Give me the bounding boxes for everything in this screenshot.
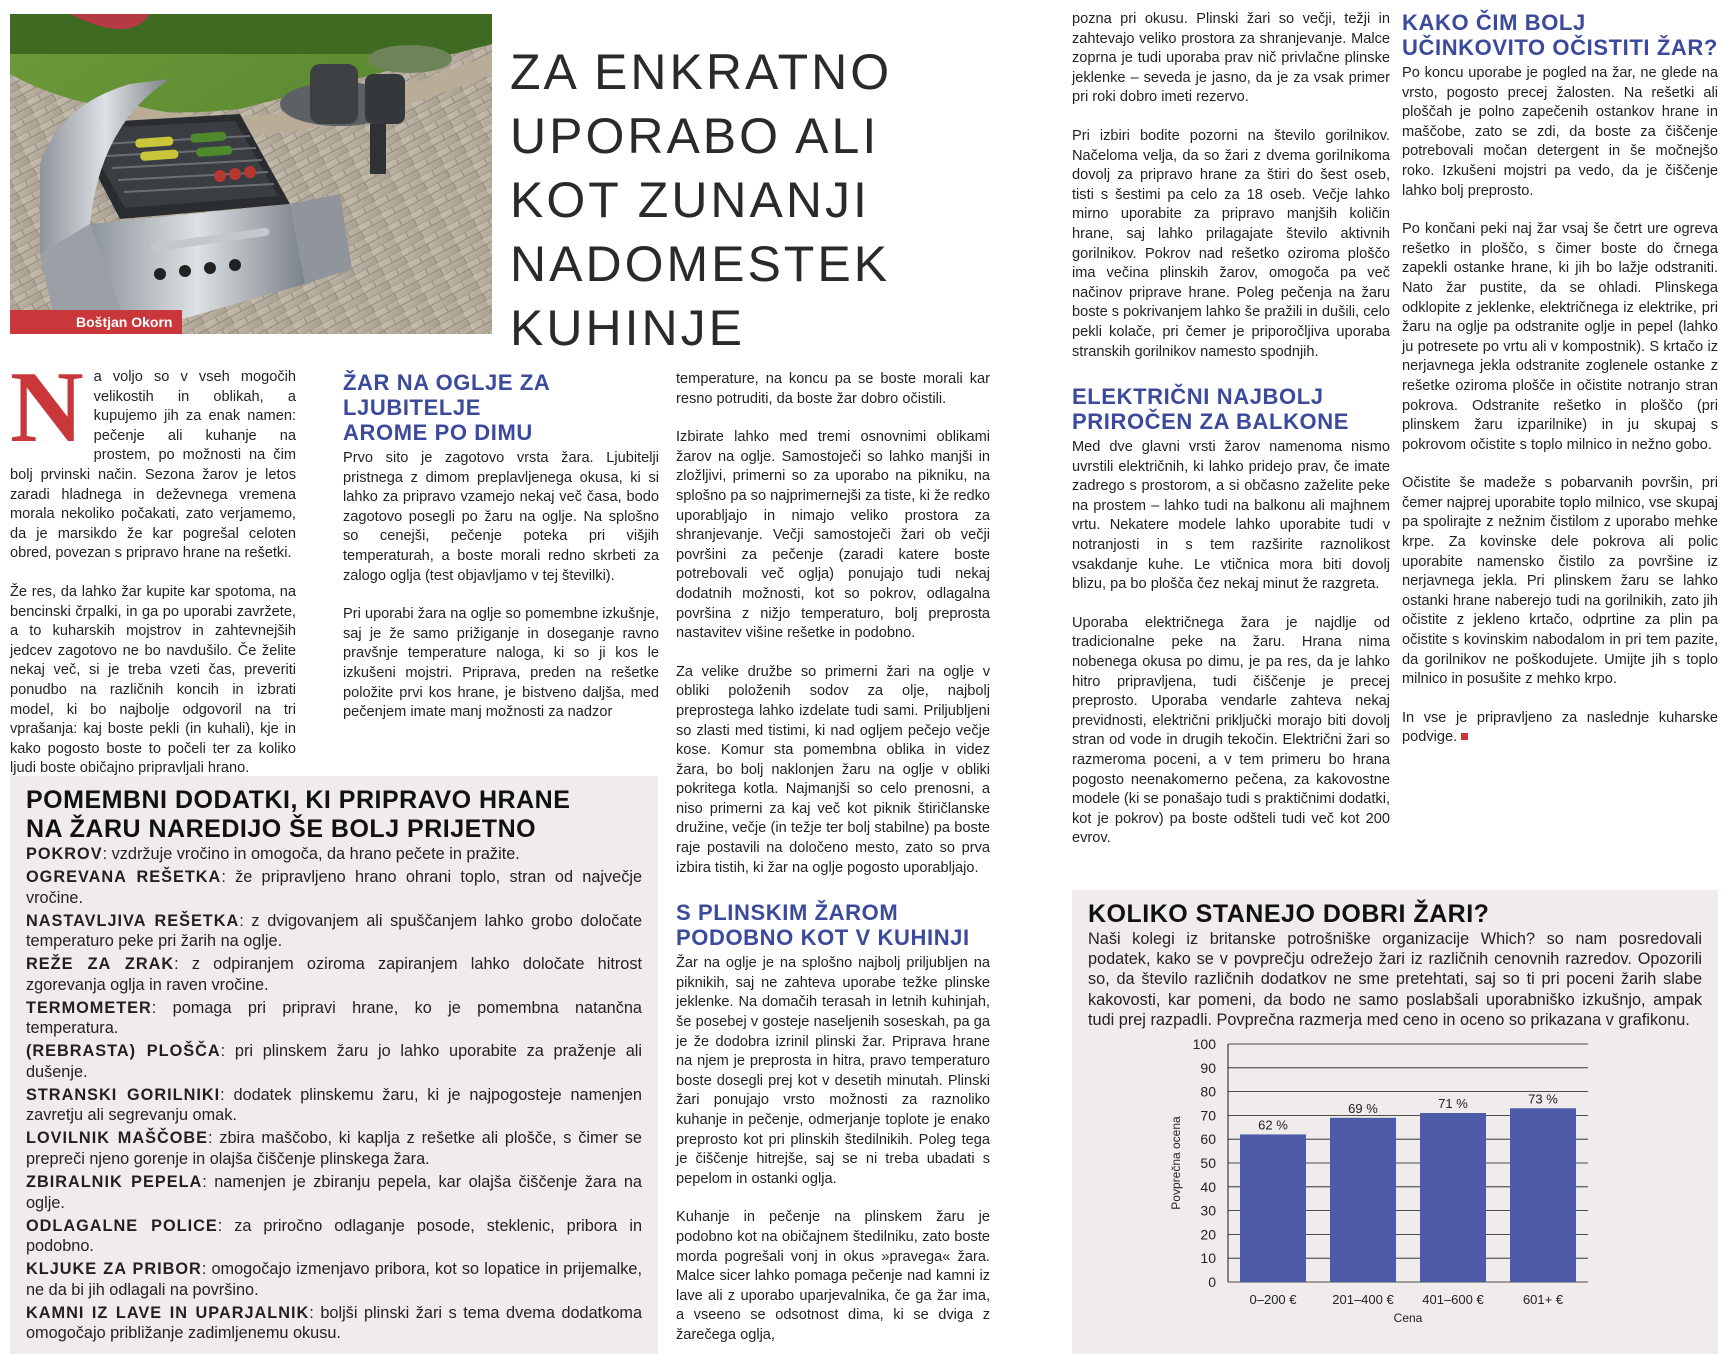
intro-column — [10, 351, 296, 779]
y-tick-label: 30 — [1200, 1202, 1216, 1219]
x-tick-label: 401–600 € — [1422, 1292, 1484, 1308]
article-title: ZA ENKRATNO UPORABO ALI KOT ZUNANJI NADOMESTEK KUHINJE — [510, 44, 893, 356]
cleaning-heading: KAKO ČIM BOLJ UČINKOVITO OČISTITI ŽAR? — [1402, 10, 1718, 60]
cleaning-paragraph-4: In vse je pripravljeno za naslednje kuharske podvige. — [1402, 709, 1718, 746]
col3-paragraph-1: temperature, na koncu pa se boste morali kar resno potruditi, da boste žar dobro očistili. — [676, 371, 990, 407]
data-label: 73 % — [1528, 1091, 1558, 1107]
accessory-description: : pri plinskem žaru jo lahko uporabite za praženje ali dušenje. — [26, 1042, 642, 1081]
dropcap: N — [10, 351, 84, 464]
column-3 — [676, 370, 990, 1346]
accessory-term: NASTAVLJIVA REŠETKA — [26, 911, 240, 930]
accessory-term: STRANSKI GORILNIKI — [26, 1085, 221, 1104]
accessory-description: : že pripravljeno hrano ohrani toplo, stran od največje vročine. — [26, 867, 643, 907]
gas-heading: S PLINSKIM ŽAROM PODOBNO KOT V KUHINJI — [676, 900, 970, 951]
cleaning-paragraph-2: Po končani peki naj žar vsaj še četrt ure ogreva rešetko in ploščo, s čimer boste do črnega zapekli ostanke hrane, ki jih bo lažje odstraniti. Nato žar pustite, da se ohladi. Plinskega odklopite z jeklenke, električnega iz elektrike, pri žaru na oglje pa odstranite oglje in pepel (lahko ju potresete po vrtu ali v kompostnik). S krtačo iz nerjavnega jekla odstranite zoglenele ostanke z rešetke oziroma plošče in očistite notranjo stran pokrova. Odstranite rešetko in ploščo (pri plinskem žaru izparilnike) in ju skupaj s pokrovom očistite s toplo milnico in nežno gobo. — [1402, 221, 1718, 453]
charcoal-paragraph-2: Pri uporabi žara na oglje so pomembne izkušnje, saj je že samo prižiganje in doseganje ravno pravšnje temperature naloga, ki so ji kos le izkušeni mojstri. Priprava, preden na rešetke položite prvi kos hrane, je bistveno daljša, med pečenjem imate manj možnosti za nadzor — [343, 606, 659, 721]
accessory-item — [26, 1085, 642, 1126]
price-box — [1072, 890, 1718, 1354]
charcoal-paragraph-1: Prvo sito je zagotovo vrsta žara. Ljubitelji pristnega z dimom preplavljenega okusa, ki si lahko za pripravo vzamejo nekaj več časa, bodo zagotovo posegli po žaru na oglje. Na splošno so cenejši, pečenje poteka pri višjih temperaturah, a boste morali redno skrbeti za zalogo oglja (test objavljamo v tej številki). — [343, 450, 659, 584]
y-tick-label: 50 — [1200, 1155, 1216, 1172]
y-tick-label: 70 — [1200, 1107, 1216, 1124]
x-axis-label: Cena — [1393, 1311, 1423, 1326]
col4-paragraph-2: Pri izbiri bodite pozorni na število gorilnikov. Načeloma velja, da so žari z dvema gorilnikoma dovolj za pripravo hrane za štiri do šest oseb, tisti s šestimi pa celo za 18 oseb. Večje lahko mirno uporabite za pripravo manjših količin hrane, saj lahko prilagajate število aktivnih gorilnikov. Pokrov nad rešetko oziroma ploščo ima večina plinskih žarov, omogoča pa več načinov priprave hrane. Poleg pečenja na žaru boste s pokrivanjem lahko še pražili in dušili, celo pekli kolače, pri čemer je priporočljiva uporaba stranskih gorilnikov namesto spodnjih. — [1072, 127, 1390, 360]
y-tick-label: 90 — [1200, 1059, 1216, 1076]
accessory-description: : pomaga pri pripravi hrane, ko je pomembna natančna temperatura. — [26, 998, 642, 1038]
accessory-term: ZBIRALNIK PEPELA — [26, 1173, 203, 1192]
accessory-description: : dodatek plinskemu žaru, ki je najpogosteje namenjen zavretju ali segrevanju omak. — [26, 1085, 642, 1125]
accessory-term: LOVILNIK MAŠČOBE — [26, 1129, 208, 1148]
bar — [1420, 1113, 1486, 1282]
accessory-description: : boljši plinski žari s tema dvema dodatkoma omogočajo približanje zadimljenemu okusu. — [26, 1303, 643, 1343]
accessory-description: : vzdržuje vročino in omogoča, da hrano pečete in pražite. — [102, 845, 520, 863]
accessory-term: (REBRASTA) PLOŠČA — [26, 1042, 221, 1061]
accessory-term: ODLAGALNE POLICE — [26, 1216, 218, 1235]
col4-paragraph-1: pozna pri okusu. Plinski žari so večji, težji in zahtevajo veliko prostora za shranjevanje. Malce zoprna je tudi uporaba prav nič privlačne plinske jeklenke – seveda je jasno, da je za vsak primer pri roki dobro imeti rezervo. — [1072, 11, 1390, 106]
price-heading: KOLIKO STANEJO DOBRI ŽARI? — [1088, 900, 1490, 928]
electric-paragraph-2: Uporaba električnega žara je najdlje od tradicionalne peke na žaru. Hrana nima nobenega okusa po dimu, je pa res, da je lahko hitro pripravljena, tudi čiščenje je precej preprosto. Uporaba vendarle zahteva nekaj previdnosti, električni priključki morajo biti dovolj stran od vode in drugih tekočin. Električni žari so razmeroma poceni, a v tem primeru bo hrana pogosto neenakomerno pečena, za kakovostne modele (ki se ponašajo tudi s praktičnimi dodatki, kot je pokrov) pa boste odšteli tudi več kot 200 evrov. — [1072, 614, 1390, 847]
y-tick-label: 20 — [1200, 1226, 1216, 1243]
hero-photo-grill — [10, 14, 492, 334]
accessory-term: TERMOMETER — [26, 998, 152, 1017]
accessory-description: : z dvigovanjem ali spuščanjem lahko grobo določate temperaturo peke pri žarih na oglje. — [26, 911, 642, 951]
accessory-term: POKROV — [26, 845, 103, 863]
accessory-item — [26, 1041, 642, 1082]
bar — [1330, 1118, 1396, 1282]
accessory-item — [26, 911, 642, 952]
y-axis-label: Povprečna ocena — [1169, 1116, 1183, 1210]
author-tag: Boštjan Okorn — [10, 310, 182, 334]
accessory-item — [26, 998, 642, 1039]
accessories-heading: POMEMBNI DODATKI, KI PRIPRAVO HRANE NA ŽARU NAREDIJO ŠE BOLJ PRIJETNO — [26, 786, 571, 843]
bar — [1240, 1134, 1306, 1282]
accessory-item — [26, 1303, 642, 1344]
accessories-box — [10, 776, 658, 1354]
price-intro: Naši kolegi iz britanske potrošniške organizacije Which? so nam posredovali podatek, kako se v povprečju odrežejo žari iz različnih cenovnih razredov. Opozorili so, da število različnih dodatkov ne sme pretehtati, saj so ti pri poceni žarih slabe kakovosti, kar pomeni, da bodo ne samo poslabšali uporabniško izkušnjo, ampak tudi prej razpadli. Povprečna razmerja med ceno in oceno so prikazana v grafikonu. — [1088, 930, 1702, 1029]
x-tick-label: 0–200 € — [1249, 1292, 1297, 1308]
y-tick-label: 0 — [1208, 1274, 1216, 1291]
data-label: 69 % — [1348, 1100, 1378, 1116]
accessory-item — [26, 1259, 642, 1300]
intro-paragraph-2: Že res, da lahko žar kupite kar spotoma, na bencinski črpalki, in ga po uporabi zavržete, a to kuharskih mojstrov in zahtevnejših jedcev zagotovo ne bo navdušilo. Če želite nekaj več, si je treba vzeti čas, preveriti ponudbo na različnih koncih in izbrati model, ki bo najbolje odgovoril na tri vprašanja: kaj boste pekli (in kuhali), kje in kako pogosto boste to počeli ter za koliko ljudi boste običajno pripravljali hrano. — [10, 583, 296, 777]
accessory-description: : za priročno odlaganje posode, steklenic, pribora in podobno. — [26, 1216, 642, 1256]
accessory-term: KLJUKE ZA PRIBOR — [26, 1260, 202, 1279]
cleaning-section — [1402, 10, 1718, 748]
accessory-description: : omogočajo izmenjavo pribora, kot so lopatice in prijemalke, ne da bi jih odlagali na površino. — [26, 1260, 642, 1299]
gas-paragraph-2: Kuhanje in pečenje na plinskem žaru je podobno kot na običajnem štedilniku, zato boste morda pogrešali vonj in okus »pravega« žara. Malce sicer lahko pomaga pečenje nad kamni iz lave ali z uporabo uparjevalnika, če ga žar ima, a vseeno se odsotnost dima, ki se dviga z žarečega oglja, — [676, 1209, 990, 1343]
electric-heading: ELEKTRIČNI NAJBOLJ PRIROČEN ZA BALKONE — [1072, 384, 1350, 435]
accessory-term: REŽE ZA ZRAK — [26, 955, 175, 974]
accessory-item — [26, 954, 642, 995]
charcoal-section — [343, 370, 659, 723]
accessory-description: : z odpiranjem oziroma zapiranjem lahko določate hitrost zgorevanja oglja in raven vročine. — [26, 955, 642, 994]
accessory-description: : namenjen je zbiranju pepela, kar olajša čiščenje žara na oglje. — [26, 1173, 642, 1212]
x-tick-label: 201–400 € — [1332, 1292, 1394, 1308]
column-4 — [1072, 10, 1390, 849]
col3-paragraph-3: Za velike družbe so primerni žari na oglje v obliki položenih sodov za olje, najbolj preprostega lahko izdelate tudi sami. Priljubljeni so zlasti med tistimi, ki nad ogljem pečejo večje kose. Komur sta pomembna oblika in videz žara, bo bolj naklonjen žaru na oglje v obliki pokritega kotla. Najmanjši so celo prenosni, a niso primerni za kaj več kot piknik štiričlanske družine, večje (in težje ter bolj stabilne) pa boste raje postavili na določeno mesto, zato so prva izbira tistih, ki žar na oglje pogosto uporabljajo. — [676, 663, 990, 876]
accessory-item — [26, 1216, 642, 1257]
cleaning-paragraph-1: Po koncu uporabe je pogled na žar, ne glede na vrsto, pogosto precej žalosten. Na rešetki ali ploščah je polno zapečenih ostankov hrane in maščobe, zato se zdi, da boste za čiščenje potrebovali močan detergent in še močnejšo roko. Izkušeni mojstri pa vedo, da je čiščenje lahko bolj preprosto. — [1402, 65, 1718, 199]
accessory-item — [26, 1172, 642, 1213]
data-label: 62 % — [1258, 1117, 1288, 1133]
accessory-item — [26, 1128, 642, 1169]
accessory-term: OGREVANA REŠETKA — [26, 867, 222, 886]
accessory-term: KAMNI IZ LAVE IN UPARJALNIK — [26, 1303, 310, 1322]
accessory-item — [26, 844, 642, 865]
accessories-list — [26, 844, 642, 1344]
y-tick-label: 10 — [1200, 1250, 1216, 1267]
accessory-description: : zbira maščobo, ki kaplja z rešetke ali plošče, s čimer se prepreči njeno gorenje in olajša čiščenje plinskega žara. — [26, 1129, 642, 1169]
cleaning-paragraph-3: Očistite še madeže s pobarvanih površin, pri čemer najprej uporabite toplo milnico, vse skupaj pa spolirajte z nežnim čistilom z uporabo mehke krpe. Za kovinske dele pokrova ali polic uporabite namensko čistilo za površine iz nerjavnega jekla. Pri plinskem žaru se lahko ostanki hrane naberejo tudi na gorilnikih, zato jih očistite z jekleno krtačo, odprtine za plin pa očistite s kovinskim nabodalom in pri tem pazite, da gorilnikov ne poškodujete. Umijte jih s toplo milnico in posušite z mehko krpo. — [1402, 475, 1718, 688]
electric-paragraph-1: Med dve glavni vrsti žarov namenoma nismo uvrstili električnih, ki lahko pridejo prav, če imate zadrego s prostorom, a si občasno zaželite peke na prostem – lahko tudi na balkonu ali majhnem vrtu. Nekatere modele lahko uporabite tudi v notranjosti in s tem razširite raznolikost vsakdanje kuhe. Le vtičnica mora biti dovolj blizu, pa bo plošča čez nekaj minut že razgreta. — [1072, 439, 1390, 593]
charcoal-heading: ŽAR NA OGLJE ZA LJUBITELJE AROME PO DIMU — [343, 370, 550, 445]
x-tick-label: 601+ € — [1522, 1292, 1564, 1308]
y-tick-label: 40 — [1200, 1178, 1216, 1195]
col3-paragraph-2: Izbirate lahko med tremi osnovnimi oblikami žarov na oglje. Samostoječi so lahko manjši in zložljivi, primerni so za uporabo na pikniku, na splošno pa so najprimernejši za tiste, ki že redko uporabljajo in nimajo veliko prostora za shranjevanje. Večji samostoječi žari ob večji površini za pečenje (zaradi katere boste potrebovali več oglja) ponujajo tudi nekaj dodatnih možnosti, kot so pokrov, odlagalna površina z nižjo temperaturo, bolj preprosta nastavitev višine rešetke in podobno. — [676, 429, 990, 642]
data-label: 71 % — [1438, 1096, 1468, 1112]
y-tick-label: 60 — [1200, 1131, 1216, 1148]
price-rating-chart — [1088, 1036, 1702, 1326]
accessory-item — [26, 867, 642, 908]
bar — [1510, 1108, 1576, 1282]
y-tick-label: 100 — [1192, 1036, 1216, 1053]
end-mark — [1461, 733, 1468, 740]
intro-paragraph-1: Na voljo so v vseh mogočih velikostih in oblikah, a kupujemo jih za enak namen: pečenje ali kuhanje na prostem, po možnosti na čim bolj prvinski način. Sezona žarov je letos zaradi hladnega in deževnega vremena morala nekoliko počakati, zato verjamemo, da je marsikdo že kar pogrešal celoten obred, povezan s pripravo hrane na rešetki. — [10, 351, 296, 562]
y-tick-label: 80 — [1200, 1083, 1216, 1100]
gas-paragraph-1: Žar na oglje je na splošno najbolj priljubljen na piknikih, saj ne zahteva uporabe težke plinske jeklenke. Na domačih terasah in letnih kuhinjah, še posebej v gosteje naseljenih soseskah, pa ga je že dodobra izrinil plinski žar. Priprava hrane na njem je preprosta in hitra, pravo temperaturo boste dosegli prej kot v desetih minutah. Plinski žari ponujajo vrsto možnosti za raznoliko kuhanje in pečenje, odmerjanje toplote je enako preprosto kot pri plinskih štedilnikih. Poleg tega je čiščenje hitrejše, saj se ni treba ubadati s pepelom in ostanki oglja. — [676, 955, 990, 1187]
